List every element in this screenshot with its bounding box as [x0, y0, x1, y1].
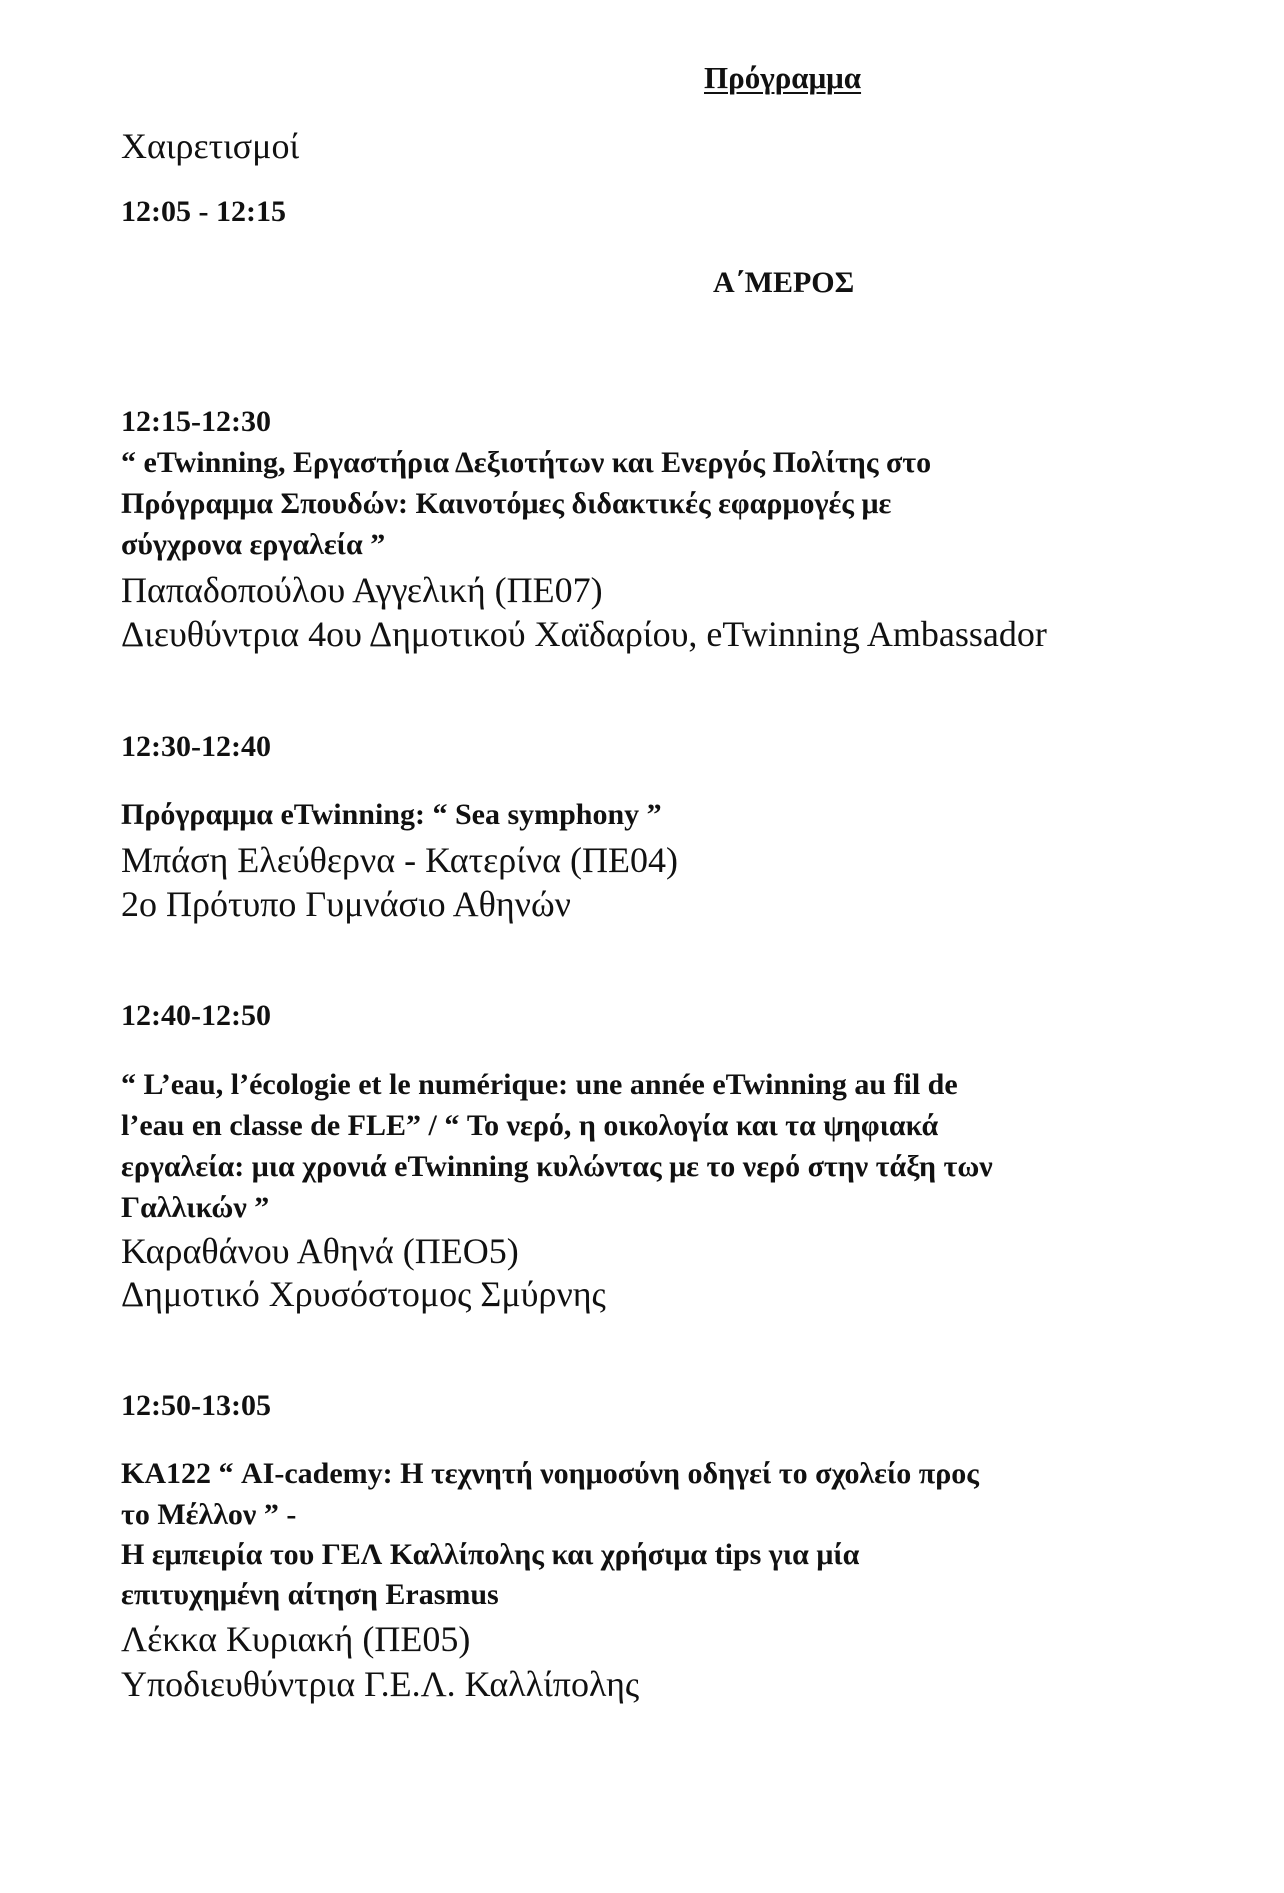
session-affiliation: 2ο Πρότυπο Γυμνάσιο Αθηνών	[121, 884, 571, 924]
session-affiliation: Δημοτικό Χρυσόστομος Σμύρνης	[121, 1274, 606, 1314]
session-title-line: το Μέλλον ” -	[121, 1498, 297, 1531]
greeting-time: 12:05 - 12:15	[121, 195, 286, 228]
session-title-line: Πρόγραμμα Σπουδών: Καινοτόμες διδακτικές εφαρμογές με	[121, 487, 892, 520]
session-time: 12:40-12:50	[121, 999, 271, 1032]
session-time: 12:30-12:40	[121, 730, 271, 763]
session-title-line: l’eau en classe de FLE” / “ Το νερό, η οικολογία και τα ψηφιακά	[121, 1109, 939, 1142]
session-speaker: Παπαδοπούλου Αγγελική (ΠΕ07)	[121, 570, 603, 610]
session-title-line: εργαλεία: μια χρονιά eTwinning κυλώντας με το νερό στην τάξη των	[121, 1150, 993, 1183]
session-title-line: Γαλλικών ”	[121, 1191, 270, 1224]
session-speaker: Μπάση Ελεύθερνα - Κατερίνα (ΠΕ04)	[121, 840, 678, 880]
session-title-line: σύγχρονα εργαλεία ”	[121, 528, 386, 561]
session-affiliation: Διευθύντρια 4ου Δημοτικού Χαϊδαρίου, eTwinning Ambassador	[121, 614, 1047, 654]
page-title: Πρόγραμμα	[704, 60, 862, 95]
session-speaker: Καραθάνου Αθηνά (ΠΕΟ5)	[121, 1231, 519, 1271]
session-speaker: Λέκκα Κυριακή (ΠΕ05)	[121, 1619, 471, 1659]
part-heading: Α΄ΜΕΡΟΣ	[713, 266, 855, 299]
session-title-line: ΚΑ122 “ AI-cademy: Η τεχνητή νοημοσύνη οδηγεί το σχολείο προς	[121, 1457, 979, 1490]
session-title-line: Η εμπειρία του ΓΕΛ Καλλίπολης και χρήσιμα tips για μία	[121, 1538, 860, 1571]
session-title-line: Πρόγραμμα eTwinning: “ Sea symphony ”	[121, 798, 662, 831]
session-time: 12:15-12:30	[121, 405, 271, 438]
session-affiliation: Υποδιευθύντρια Γ.Ε.Λ. Καλλίπολης	[121, 1664, 640, 1704]
greeting-label: Χαιρετισμοί	[121, 126, 300, 166]
session-title-line: επιτυχημένη αίτηση Erasmus	[121, 1578, 499, 1611]
session-time: 12:50-13:05	[121, 1389, 271, 1422]
session-title-line: “ eTwinning, Εργαστήρια Δεξιοτήτων και Ενεργός Πολίτης στο	[121, 446, 932, 479]
session-title-line: “ L’eau, l’écologie et le numérique: une année eTwinning au fil de	[121, 1068, 958, 1101]
